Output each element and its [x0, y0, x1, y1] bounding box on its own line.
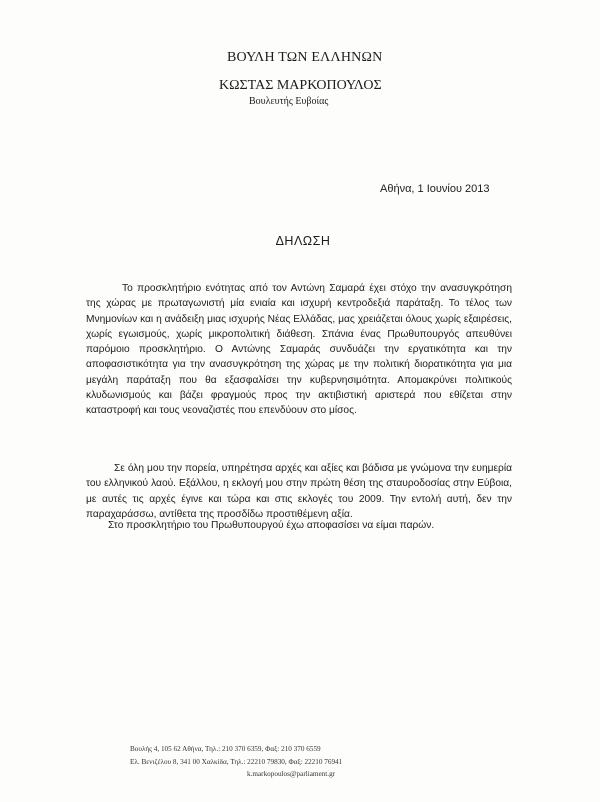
mp-role: Βουλευτής Ευβοίας: [249, 96, 329, 107]
paragraph-1: Το προσκλητήριο ενότητας από τον Αντώνη Σαμαρά έχει στόχο την ανασυγκρότηση της χώρας με πρωταγωνιστή μία ενιαία και ισχυρή κεντροδεξιά παράταξη. Το τέλος των Μνημονίων και η ανάδειξη μιας ισχυρής Νέας Ελλάδας, μας χρειάζεται όλους χωρίς εξαιρέσεις, χωρίς εγωισμούς, χωρίς μικροπολιτική διάθεση. Σπάνια ένας Πρωθυπουργός απευθύνει παρόμοιο προσκλητήριο. Ο Αντώνης Σαμαράς συνδυάζει την εργατικότητα και την αποφασιστικότητα για την ανασυγκρότηση της χώρας με την πολιτική διορατικότητα για μια μεγάλη παράταξη που θα εξασφαλίσει την κυβερνησιμότητα. Απομακρύνει πολιτικούς κλυδωνισμούς και βάζει φραγμούς προς την ακτιβιστική αριστερά που εθίζεται στην καταστροφή και τους νεοναζιστές που επενδύουν στο μίσος.: [86, 283, 512, 417]
mp-name: ΚΩΣΤΑΣ ΜΑΡΚΟΠΟΥΛΟΣ: [219, 78, 382, 93]
footer-address-athens: Βουλής 4, 105 62 Αθήνα, Τηλ.: 210 370 6359, Φαξ: 210 370 6559: [130, 745, 321, 753]
parliament-heading: ΒΟΥΛΗ ΤΩΝ ΕΛΛΗΝΩΝ: [227, 50, 383, 65]
paragraph-3: Στο προσκλητήριο του Πρωθυπουργού έχω αποφασίσει να είμαι παρών.: [108, 520, 435, 531]
footer-email: k.markopoulos@parliament.gr: [247, 770, 336, 778]
document-date: Αθήνα, 1 Ιουνίου 2013: [380, 183, 490, 195]
footer-contact: [130, 743, 342, 781]
paragraph-2: Σε όλη μου την πορεία, υπηρέτησα αρχές και αξίες και βάδισα με γνώμονα την ευημερία του ελληνικού λαού. Εξάλλου, η εκλογή μου στην πρώτη θέση της σταυροδοσίας στην Εύβοια, με αυτές τις αρχές έγινε και τώρα και στις εκλογές του 2009. Την εντολή αυτή, δεν την παραχαράσσω, αντίθετα της προσδίδω προστιθέμενη αξία.: [86, 463, 512, 520]
footer-address-chalkida: Ελ. Βενιζέλου 8, 341 00 Χαλκίδα, Τηλ.: 22210 79830, Φαξ: 22210 76941: [130, 757, 343, 766]
document-title: ΔΗΛΩΣΗ: [275, 234, 331, 248]
